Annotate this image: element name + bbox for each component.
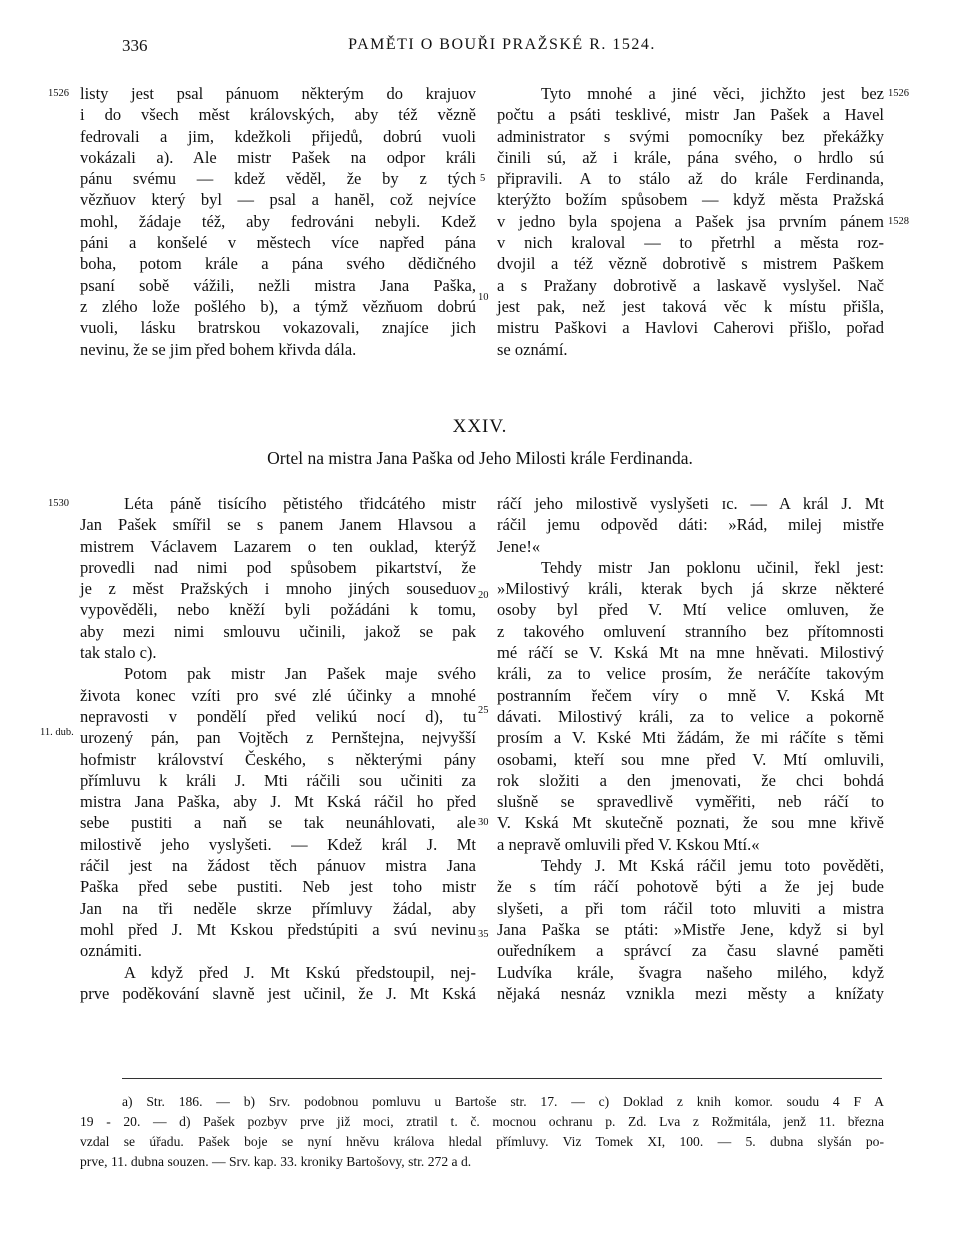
text-line: vuoli, lásku bratrskou vokazovali, znajíce jich xyxy=(80,318,476,338)
line-number: 5 xyxy=(480,173,486,184)
text-line: nepravosti v pondělí před velikú nocí d), tu xyxy=(80,706,476,726)
text-line: králi, za to velice prosím, že neráčíte takovým xyxy=(497,664,884,684)
line-number: 20 xyxy=(478,590,489,601)
text-line: psaní sobě vážili, nežli mistra Jana Paška, xyxy=(80,275,476,295)
text-line: je z měst Pražských i mnoho jiných souseduov xyxy=(80,579,476,599)
text-line: mohl, žádaje též, aby fedrováni nebyli. Kdež xyxy=(80,211,476,231)
text-line: Jene!« xyxy=(497,536,541,556)
text-line: prve poděkování slavně jest učinil, že J. Mt Kská xyxy=(80,983,476,1003)
text-line: mé ráčí se V. Kská Mt na mne hněvati. Milostivý xyxy=(497,643,884,663)
footnote-line: 19 - 20. — d) Pašek pozbyv prve již moci, ztratil t. č. mocnou ochranu p. Zd. Lva z Rožmitála, jenž 11. března xyxy=(80,1114,884,1129)
text-line: přímluvu k králi J. Mti ráčili sou učiniti za xyxy=(80,770,476,790)
text-line: pánu svému — kdež věděl, že by z tých xyxy=(80,169,476,189)
text-line: mohl před J. Mt Kskou předstúpiti a svú nevinu xyxy=(80,919,476,939)
text-line: nějaká nesnáz vznikla mezi městy a knížaty xyxy=(497,983,884,1003)
footnote-divider xyxy=(122,1078,882,1079)
text-line: počtu a psáti tesklivé, mistr Jan Pašek a Havel xyxy=(497,105,884,125)
page-number: 336 xyxy=(122,36,148,55)
text-line: Tyto mnohé a jiné věci, jichžto jest bez xyxy=(541,84,884,103)
text-line: slyšeti, a při tom ráčil toto mluviti a mistra xyxy=(497,898,884,918)
footnote-line: a) Str. 186. — b) Srv. podobnou pomluvu u Bartoše str. 17. — c) Doklad z knih komor. soudu 4 F A xyxy=(122,1094,884,1109)
text-line: milostivě jeho vyslyšeti. — Kdež král J. Mt xyxy=(80,834,476,854)
text-line: života konec vzíti pro své zlé účinky a mnohé xyxy=(80,685,476,705)
margin-year: 1530 xyxy=(48,498,69,509)
text-line: prosím a V. Kské Mti žádám, že mi ráčíte s těmi xyxy=(497,728,884,748)
text-line: sebe pustiti a naň se tak neunáhlovati, ale xyxy=(80,813,476,833)
line-number: 35 xyxy=(478,929,489,940)
line-number: 10 xyxy=(478,292,489,303)
text-line: připravili. A to stálo až do krále Ferdinanda, xyxy=(497,169,884,189)
text-line: Potom pak mistr Jan Pašek maje svého xyxy=(124,664,476,684)
text-line: Jan Pašek smířil se s panem Janem Hlavsou a xyxy=(80,515,476,535)
text-line: ráčil jemu odpověd dáti: »Rád, milej mistře xyxy=(497,515,884,535)
text-line: se oznámí. xyxy=(497,339,568,359)
text-line: v jedno byla spojena a Pašek jsa prvním pánem xyxy=(497,211,884,231)
running-title: PAMĚTI O BOUŘI PRAŽSKÉ R. 1524. xyxy=(348,36,656,53)
text-line: Léta páně tisícího pětistého třidcátého mistr xyxy=(124,494,476,513)
text-line: dávati. Milostivý králi, za to velice a pokorně xyxy=(497,706,884,726)
text-line: ouředníkem a správcí za času slavné paměti xyxy=(497,941,884,961)
text-line: z takového omluvení stranního bez přítomnosti xyxy=(497,621,884,641)
text-line: Paška před sebe pustiti. Neb jest toho mistr xyxy=(80,877,476,897)
footnote-line: prve, 11. dubna souzen. — Srv. kap. 33. kroniky Bartošovy, str. 272 a d. xyxy=(80,1154,472,1169)
text-line: vězňuov který byl — psal a hanĕl, což nejvíce xyxy=(80,190,476,210)
footnotes xyxy=(80,1092,884,1172)
footnote-line: vzdal se úřadu. Pašek boje se nyní hněvu králova hledal přímluvy. Viz Tomek XI, 100. — 5. dubna slyšán po- xyxy=(80,1134,884,1149)
line-number: 30 xyxy=(478,817,489,828)
bottom-left-column xyxy=(80,493,476,1004)
margin-year: 1526 xyxy=(48,88,69,99)
text-line: i do všech měst královských, aby též vězně xyxy=(80,105,476,125)
text-line: osoby byl před V. Mtí velice omluven, že xyxy=(497,600,884,620)
text-line: činili sú, až i krále, pána svého, o hrdlo sú xyxy=(497,147,884,167)
text-line: tak stalo c). xyxy=(80,643,157,663)
text-line: osobami, kteří sou mne před V. Mtí omluvili, xyxy=(497,749,884,769)
text-line: v nich kraloval — to přetrhl a města roz- xyxy=(497,233,884,253)
margin-year: 1528 xyxy=(888,216,909,227)
text-line: mistru Paškovi a Havlovi Caherovi přišlo, pořad xyxy=(497,318,884,338)
text-line: vypověděli, nebo kněží byli požádáni k tomu, xyxy=(80,600,476,620)
text-line: boha, potom krále a pána svého dědičného xyxy=(80,254,476,274)
line-number: 25 xyxy=(478,705,489,716)
section-title: Ortel na mistra Jana Paška od Jeho Milosti krále Ferdinanda. xyxy=(267,448,693,468)
text-line: nevinu, že se jim před bohem křivda dála. xyxy=(80,339,357,359)
text-line: hofmistr království Českého, s některými pány xyxy=(80,749,476,769)
text-line: Jana Paška se ptáti: »Mistře Jene, když si byl xyxy=(497,919,884,939)
text-line: Tehdy mistr Jan poklonu učinil, řekl jest: xyxy=(541,557,884,577)
text-line: ráčí jeho milostivě vyslyšeti ɪc. — A král J. Mt xyxy=(497,494,884,513)
section-number: XXIV. xyxy=(452,416,508,437)
text-line: jest pak, než jest taková věc k místu přišla, xyxy=(497,296,884,316)
text-line: aby mezi nimi smlouvu učinili, jakož se pak xyxy=(80,621,476,641)
text-line: listy jest psal pánuom některým do krajuov xyxy=(80,84,476,103)
text-line: z zlého lože pošlého b), a týmž vězňuom dobrú xyxy=(80,296,476,316)
text-line: vokázali a). Ale mistr Pašek na odpor králi xyxy=(80,147,476,167)
margin-date: 11. dub. xyxy=(40,727,74,738)
text-line: rok složiti a den jmenovati, že chci bohdá xyxy=(497,770,884,790)
text-line: že s tím ráčí pohotově býti a že jej bude xyxy=(497,877,884,897)
text-line: mistrem Václavem Lazarem o ten ouklad, kterýž xyxy=(80,536,476,556)
page-header xyxy=(122,36,882,60)
text-line: mistra Jana Paška, aby J. Mt Kská ráčil ho před xyxy=(80,792,476,812)
text-line: postranním řečem víry o mně V. Kská Mt xyxy=(497,685,884,705)
top-right-column xyxy=(497,83,884,360)
text-line: dvojil a též vězně dobrotivě s mistrem Paškem xyxy=(497,254,884,274)
text-line: administrator s svými pomocníky bez překážky xyxy=(497,126,884,146)
text-line: oznámiti. xyxy=(80,941,142,961)
text-line: provedli nad nimi pod spůsobem pikartství, že xyxy=(80,557,476,577)
text-line: V. Kská Mt skutečně poznati, že sou mne křivě xyxy=(497,813,884,833)
text-line: Tehdy J. Mt Kská ráčil jemu toto pověděti, xyxy=(541,856,884,876)
text-line: urozený pán, pan Vojtěch z Pernštejna, nejvyšší xyxy=(80,728,476,748)
text-line: »Milostivý králi, kterak bych já skrze některé xyxy=(497,579,884,599)
bottom-right-column xyxy=(497,493,884,1004)
text-line: slušně se spravedlivě vyměřiti, neb ráčí to xyxy=(497,792,884,812)
text-line: ráčil jest na žádost těch pánuov mistra Jana xyxy=(80,856,476,876)
text-line: A když před J. Mt Kskú předstoupil, nej- xyxy=(124,962,476,982)
text-line: Ludvíka krále, švagra našeho milého, když xyxy=(497,962,884,982)
text-line: páni a konšelé v městech více napřed pána xyxy=(80,233,476,253)
text-line: fedrovali a jim, kdežkoli přijedů, dobrú vuoli xyxy=(80,126,476,146)
top-left-column xyxy=(80,83,476,360)
text-line: a s Pražany dobrotivě a laskavě vyslyšel. Nač xyxy=(497,275,884,295)
text-line: a nepravě omluvili před V. Kskou Mtí.« xyxy=(497,834,760,854)
text-line: Jan na tři neděle skrze přímluvy žádal, aby xyxy=(80,898,476,918)
margin-year: 1526 xyxy=(888,88,909,99)
text-line: kterýžto božím spůsobem — když města Pražská xyxy=(497,190,884,210)
